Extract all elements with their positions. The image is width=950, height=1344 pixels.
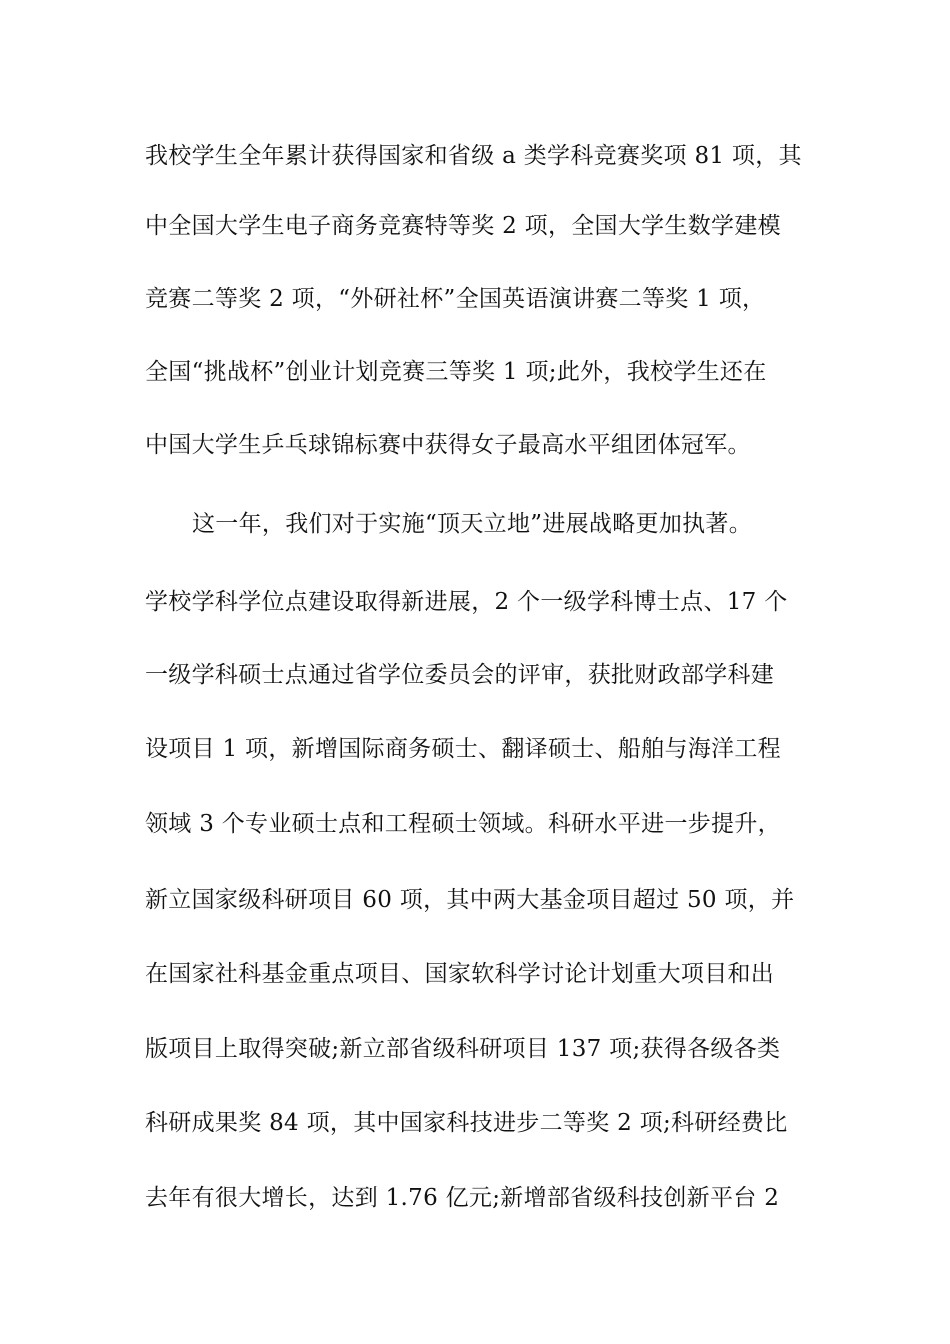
paragraph-line: 科研成果奖 84 项，其中国家科技进步二等奖 2 项;科研经费比 (145, 1110, 788, 1136)
paragraph-line: 中国大学生乒乓球锦标赛中获得女子最高水平组团体冠军。 (145, 432, 751, 458)
paragraph-line: 新立国家级科研项目 60 项，其中两大基金项目超过 50 项，并 (145, 887, 795, 913)
paragraph-line: 全国“挑战杯”创业计划竞赛三等奖 1 项;此外，我校学生还在 (145, 359, 767, 385)
paragraph-line: 设项目 1 项，新增国际商务硕士、翻译硕士、船舶与海洋工程 (145, 736, 781, 762)
paragraph-line: 在国家社科基金重点项目、国家软科学讨论计划重大项目和出 (145, 961, 775, 987)
paragraph-line: 竞赛二等奖 2 项，“外研社杯”全国英语演讲赛二等奖 1 项， (145, 286, 766, 312)
paragraph-line: 领域 3 个专业硕士点和工程硕士领域。科研水平进一步提升， (145, 811, 781, 837)
paragraph-line: 一级学科硕士点通过省学位委员会的评审，获批财政部学科建 (145, 662, 775, 688)
paragraph-line: 我校学生全年累计获得国家和省级 a 类学科竞赛奖项 81 项，其 (145, 143, 802, 169)
paragraph-line: 学校学科学位点建设取得新进展，2 个一级学科博士点、17 个 (145, 589, 788, 615)
paragraph-line: 这一年，我们对于实施“顶天立地”进展战略更加执著。 (192, 511, 753, 537)
paragraph-line: 版项目上取得突破;新立部省级科研项目 137 项;获得各级各类 (145, 1036, 781, 1062)
paragraph-line: 去年有很大增长，达到 1.76 亿元;新增部省级科技创新平台 2 (145, 1185, 780, 1211)
paragraph-line: 中全国大学生电子商务竞赛特等奖 2 项，全国大学生数学建模 (145, 213, 781, 239)
